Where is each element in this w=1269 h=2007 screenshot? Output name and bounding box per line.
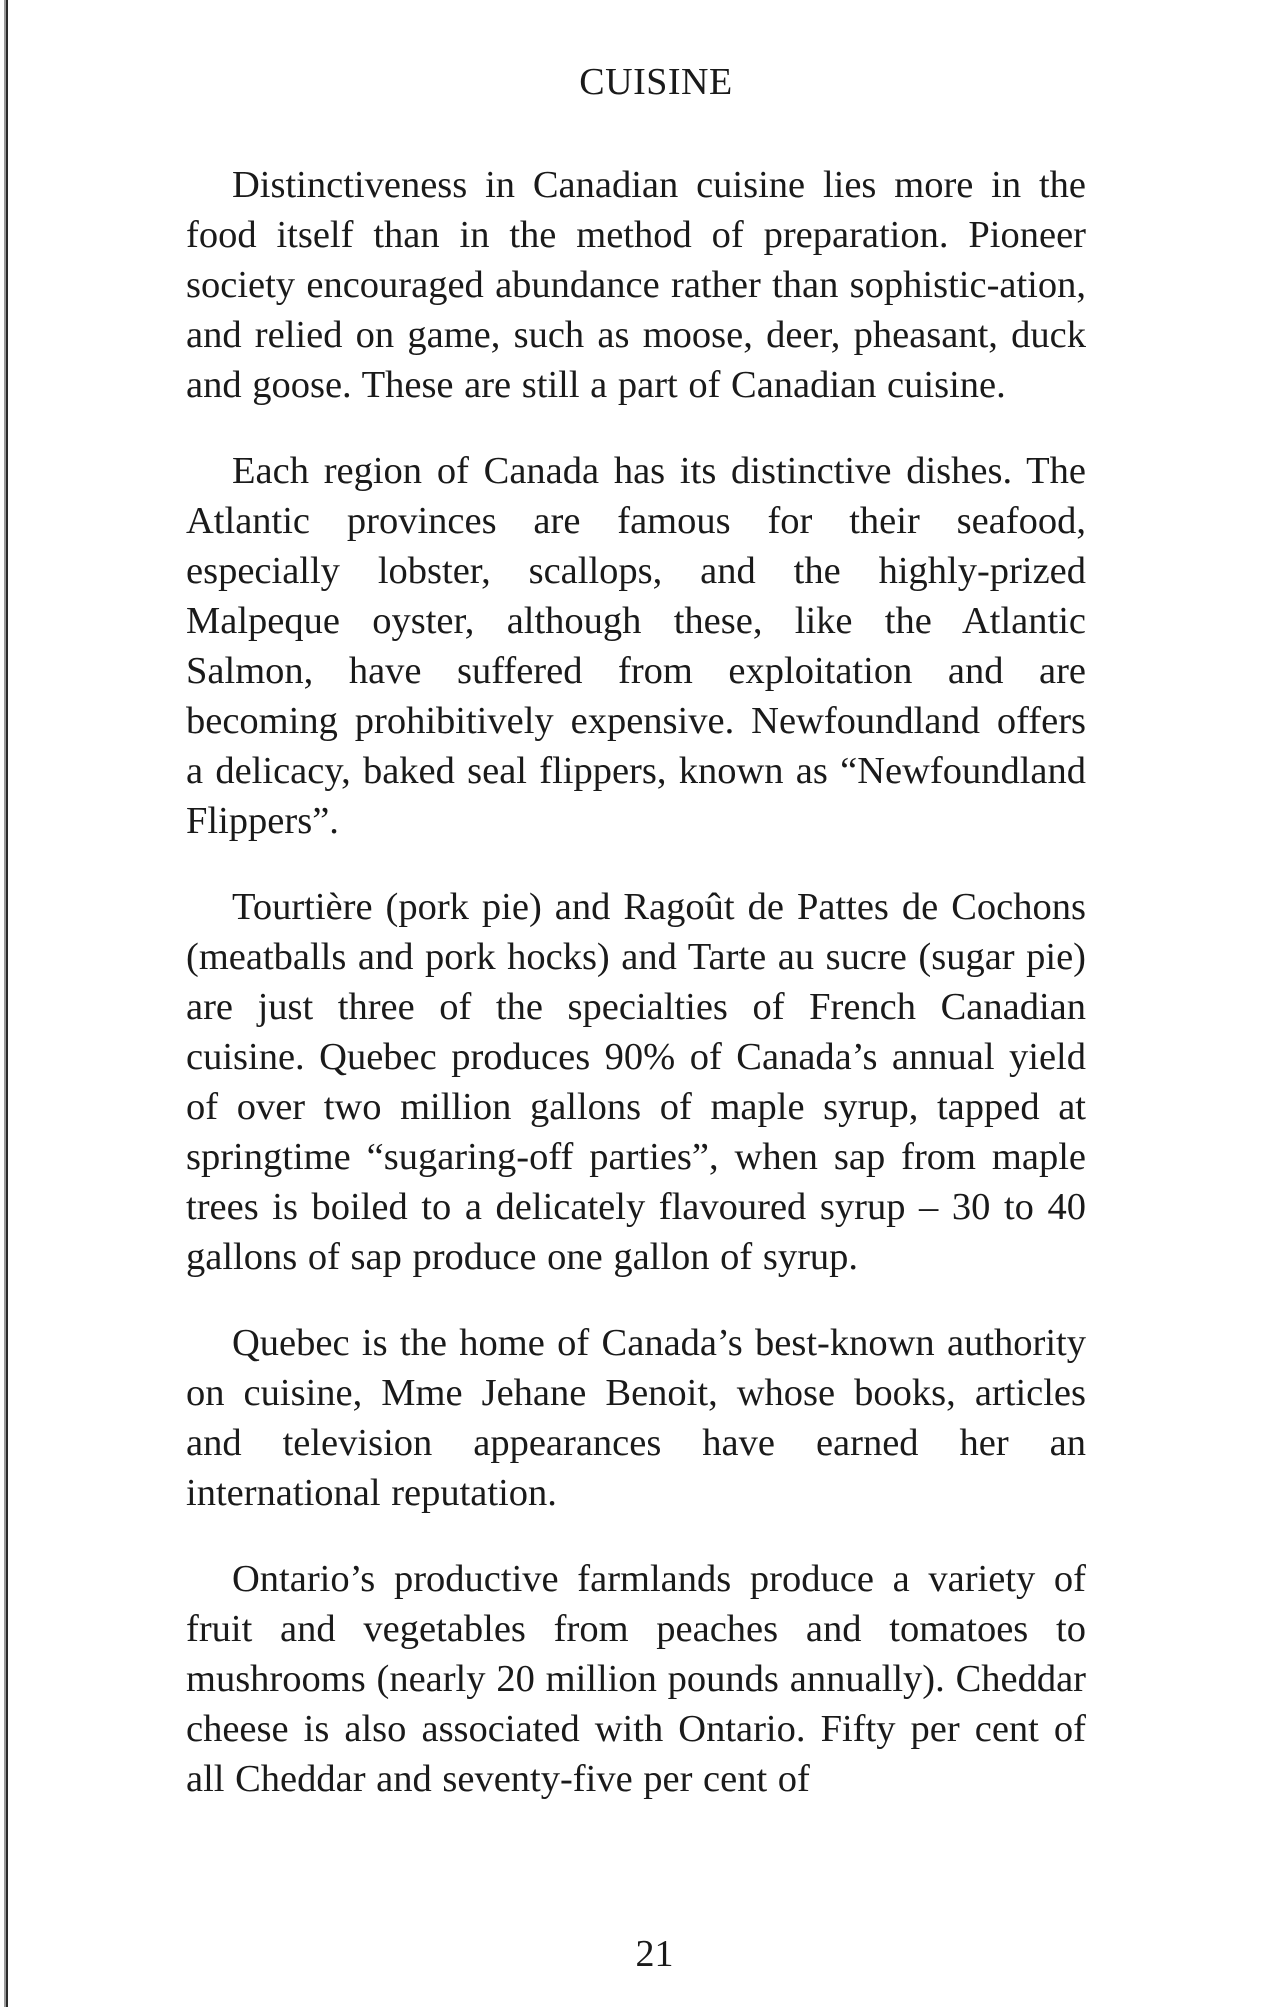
page-binding-edge (0, 0, 8, 2007)
paragraph-jehane-benoit: Quebec is the home of Canada’s best-known authority on cuisine, Mme Jehane Benoit, whose books, articles and television appearances have earned her an international reputation. (186, 1321, 1086, 1514)
paragraph-ontario: Ontario’s productive farmlands produce a variety of fruit and vegetables from peaches and tomatoes to mushrooms (nearly 20 million pounds annually). Cheddar cheese is also associated with Ontario. Fifty per cent of all Cheddar and seventy-five per cent of (186, 1557, 1086, 1800)
paragraph-atlantic-seafood: Each region of Canada has its distinctive dishes. The Atlantic provinces are famous for their seafood, especially lobster, scallops, and the highly-prized Malpeque oyster, although these, like the Atlantic Salmon, have suffered from exploitation and are becoming prohibitively expensive. Newfoundland offers a delicacy, baked seal flippers, known as “Newfoundland Flippers”. (186, 449, 1086, 842)
page-number: 21 (635, 1933, 674, 1975)
paragraph-french-canadian: Tourtière (pork pie) and Ragoût de Pattes de Cochons (meatballs and pork hocks) and Tarte au sucre (sugar pie) are just three of the specialties of French Canadian cuisine. Quebec produces 90% of Canada’s annual yield of over two million gallons of maple syrup, tapped at springtime “sugaring-off parties”, when sap from maple trees is boiled to a delicately flavoured syrup – 30 to 40 gallons of sap produce one gallon of syrup. (186, 885, 1086, 1278)
page-binding-shadow (4, 0, 6, 2007)
page-body (186, 60, 1086, 1840)
paragraph-pioneer-cuisine: Distinctiveness in Canadian cuisine lies more in the food itself than in the method of preparation. Pioneer society encouraged abundance rather than sophistic-ation, and relied on game, such as moose, deer, pheasant, duck and goose. These are still a part of Canadian cuisine. (186, 163, 1086, 406)
page-title: CUISINE (579, 61, 733, 103)
